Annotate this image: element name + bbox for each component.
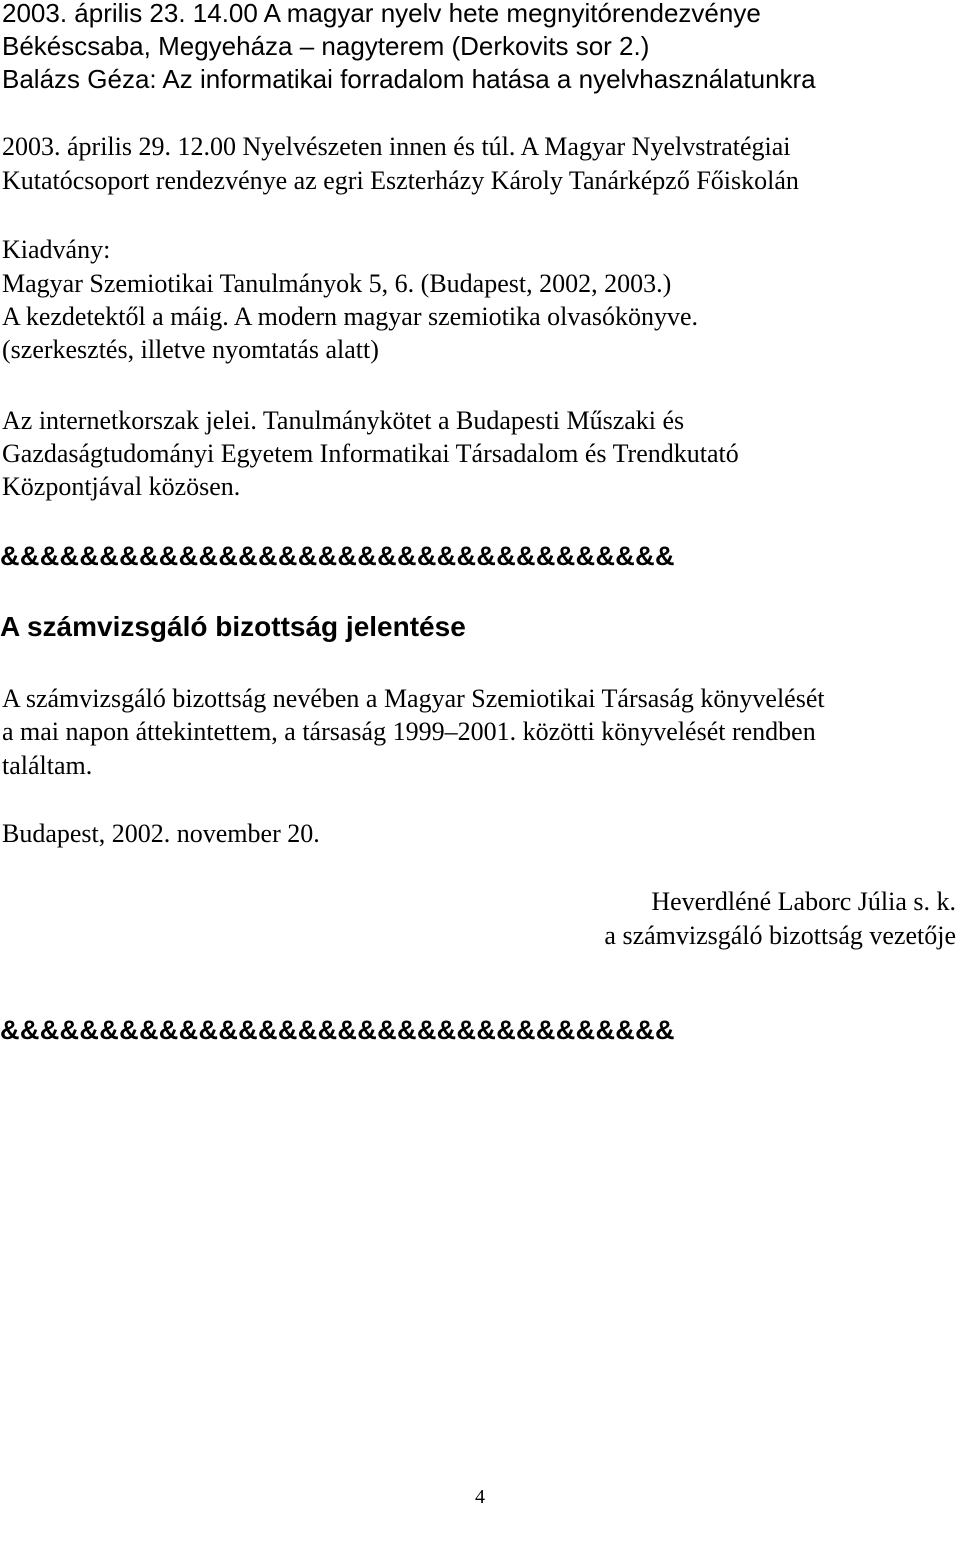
publication-item: Gazdaságtudományi Egyetem Informatikai Társadalom és Trendkutató <box>2 439 739 468</box>
place-date: Budapest, 2002. november 20. <box>2 819 320 848</box>
separator-line: &&&&&&&&&&&&&&&&&&&&&&&&&&&&&&&&&& <box>0 541 675 571</box>
event1-lecture: Balázs Géza: Az informatikai forradalom hatása a nyelvhasználatunkra <box>2 64 816 94</box>
publication-item: Központjával közösen. <box>2 472 241 501</box>
event2-description: Kutatócsoport rendezvénye az egri Eszterházy Károly Tanárképző Főiskolán <box>2 166 799 195</box>
event2-date-line: 2003. április 29. 12.00 Nyelvészeten innen és túl. A Magyar Nyelvstratégiai <box>2 132 791 161</box>
audit-body: A számvizsgáló bizottság nevében a Magyar Szemiotikai Társaság könyvelését <box>2 684 825 713</box>
signer-title: a számvizsgáló bizottság vezetője <box>604 921 956 950</box>
separator-line: &&&&&&&&&&&&&&&&&&&&&&&&&&&&&&&&&& <box>0 1015 675 1045</box>
signer-name: Heverdléné Laborc Júlia s. k. <box>651 887 956 916</box>
page-number: 4 <box>475 1486 485 1508</box>
audit-body: találtam. <box>2 751 93 780</box>
audit-heading: A számvizsgáló bizottság jelentése <box>0 611 466 642</box>
publications-label: Kiadvány: <box>2 235 111 264</box>
audit-body: a mai napon áttekintettem, a társaság 1999–2001. közötti könyvelését rendben <box>2 717 816 746</box>
publication-item: Az internetkorszak jelei. Tanulmánykötet a Budapesti Műszaki és <box>2 406 685 435</box>
event1-date-line: 2003. április 23. 14.00 A magyar nyelv hete megnyitórendezvénye <box>2 0 761 28</box>
event1-location: Békéscsaba, Megyeháza – nagyterem (Derkovits sor 2.) <box>2 31 650 61</box>
publication-status: (szerkesztés, illetve nyomtatás alatt) <box>2 335 379 364</box>
publication-item: Magyar Szemiotikai Tanulmányok 5, 6. (Budapest, 2002, 2003.) <box>2 269 672 298</box>
publication-item: A kezdetektől a máig. A modern magyar szemiotika olvasókönyve. <box>2 302 699 331</box>
